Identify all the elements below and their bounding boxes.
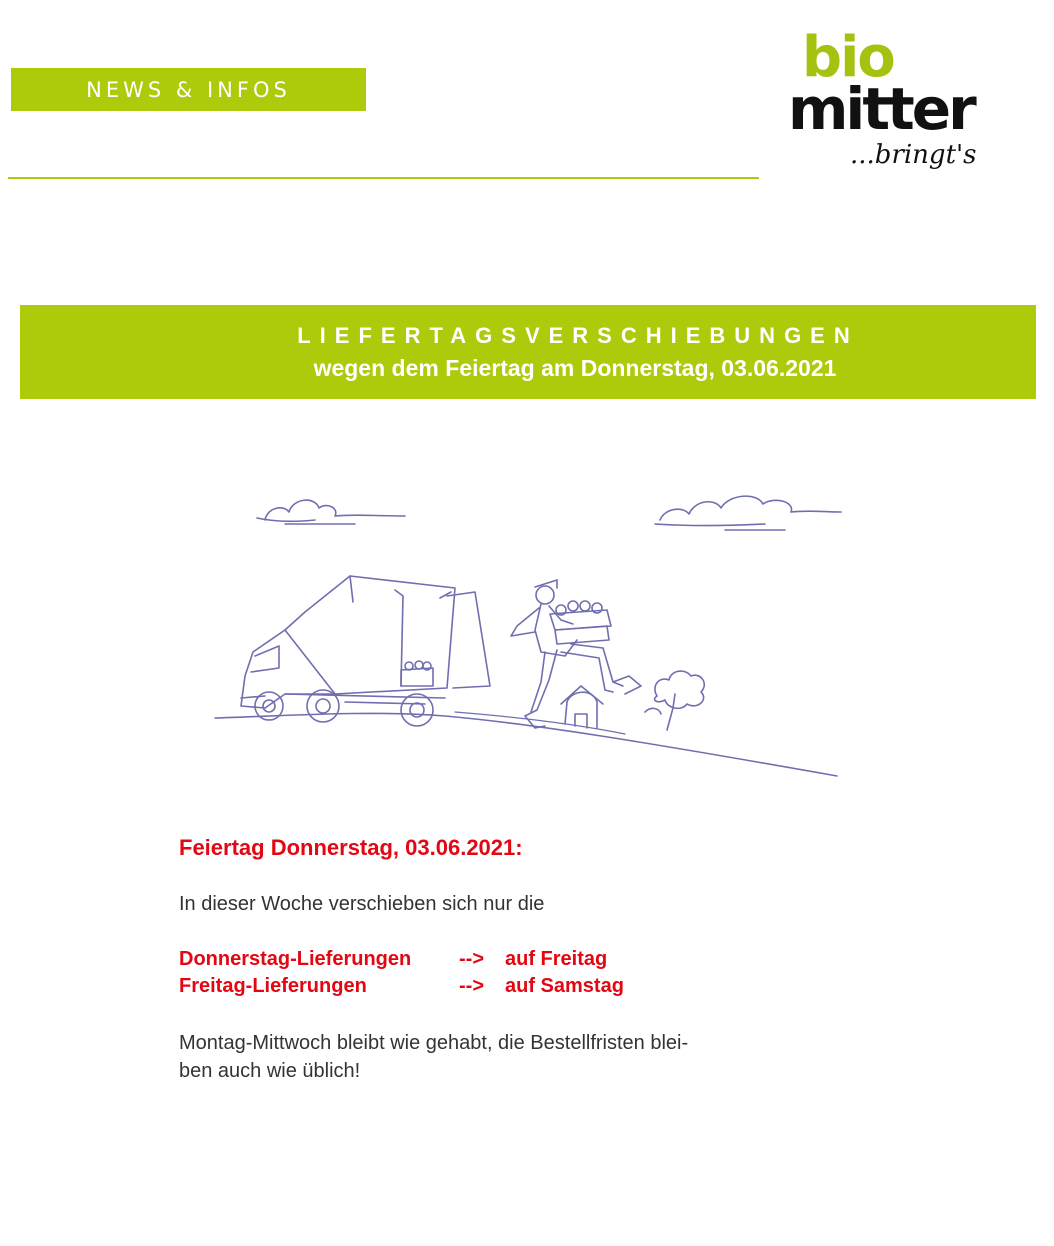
banner-title: LIEFERTAGSVERSCHIEBUNGEN — [297, 323, 859, 348]
logo-bio-text: bio — [802, 25, 894, 90]
shift-from: Donnerstag-Lieferungen — [179, 948, 412, 970]
logo-mitter-text: mitter — [788, 75, 974, 143]
truck-icon — [241, 576, 490, 726]
cloud-icon — [655, 496, 841, 530]
news-infos-tab — [11, 68, 366, 111]
farmhouse-icon — [561, 686, 603, 728]
shift-line — [179, 948, 607, 971]
schedule-note — [179, 1029, 688, 1085]
courier-icon — [511, 580, 641, 728]
note-line: ben auch wie üblich! — [179, 1060, 361, 1082]
banner-subtitle: wegen dem Feiertag am Donnerstag, 03.06.2021 — [313, 355, 837, 381]
shift-arrow: --> — [459, 975, 484, 997]
shift-from: Freitag-Lieferungen — [179, 975, 367, 997]
shift-line — [179, 975, 624, 998]
shift-arrow: --> — [459, 948, 484, 970]
bio-mitter-logo — [780, 25, 990, 180]
cloud-icon — [257, 500, 405, 524]
shift-to: auf Samstag — [505, 975, 624, 997]
header-divider — [8, 177, 759, 179]
news-infos-label: NEWS & INFOS — [86, 77, 291, 102]
logo-tagline: ...bringt's — [850, 140, 977, 170]
intro-text: In dieser Woche verschieben sich nur die — [179, 893, 545, 915]
delivery-illustration — [205, 480, 845, 780]
note-line: Montag-Mittwoch bleibt wie gehabt, die Bestellfristen blei- — [179, 1032, 689, 1054]
holiday-heading: Feiertag Donnerstag, 03.06.2021: — [179, 835, 523, 860]
announcement-banner — [20, 305, 1036, 399]
tree-icon — [645, 671, 704, 730]
shift-to: auf Freitag — [505, 948, 608, 970]
